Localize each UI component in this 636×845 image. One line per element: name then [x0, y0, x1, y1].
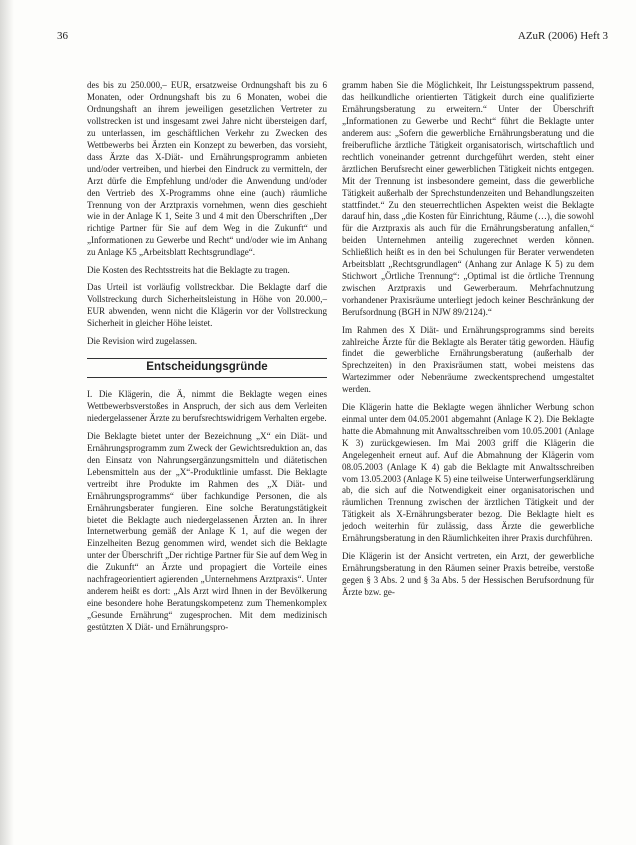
paragraph: Die Klägerin ist der Ansicht vertreten, ein Arzt, der gewerbliche Ernährungsberatung in den Räumen seiner Praxis betreibe, verstoße gegen § 3 Abs. 2 und § 3a Abs. 5 der Hessischen Berufsordnung für Ärzte bzw. ge-: [342, 550, 594, 597]
paragraph: Die Beklagte bietet unter der Bezeichnung „X“ ein Diät- und Ernährungsprogramm zum Zweck der Gewichtsreduktion an, das den Einsatz von Nahrungsergänzungsmitteln und diätetischen Lebensmitteln aus der „X“-Produktlinie umfasst. Die Beklagte vertreibt ihre Produkte im Rahmen des „X Diät- und Ernährungsprogramms“ über fachkundige Personen, die als Ernährungsberater fungieren. Eine solche Beratungstätigkeit bietet die Beklagte auch niedergelassenen Ärzten an. In ihrer Internetwerbung gemäß der Anlage K 1, auf die wegen der Einzelheiten Bezug genommen wird, wendet sich die Beklagte unter der Überschrift „Der richtige Partner für Sie auf dem Weg in die Zukunft“ an Ärzte und propagiert die Vorteile eines nachfrageorientiert agierenden „Unternehmens Arztpraxis“. Unter anderem heißt es dort: „Als Arzt wird Ihnen in der Bevölkerung eine besondere hohe Beratungskompetenz zum Themenkomplex „Gesunde Ernährung“ zugesprochen. Mit dem medizinisch gestützten X Diät- und Ernährungspro-: [87, 430, 328, 633]
page-header: [57, 30, 608, 46]
page-number: 36: [57, 30, 68, 42]
paragraph: Im Rahmen des X Diät- und Ernährungsprogramms sind bereits zahlreiche Ärzte für die Beklagte als Berater tätig geworden. Häufig findet die gewerbliche Ernährungsberatung (außerhalb der Sprechzeiten) in den Praxisräumen statt, wobei meistens das Wartezimmer oder Nebenräume zweckentsprechend umgestaltet werden.: [342, 324, 594, 395]
left-column: [87, 80, 327, 640]
paragraph: Die Kosten des Rechtsstreits hat die Beklagte zu tragen.: [87, 264, 290, 275]
paragraph: Die Revision wird zugelassen.: [87, 335, 198, 346]
paragraph: Die Klägerin hatte die Beklagte wegen ähnlicher Werbung schon einmal unter dem 04.05.2001 abgemahnt (Anlage K 2). Die Beklagte hatte die Abmahnung mit Anwaltsschreiben vom 10.05.2001 (Anlage K 3) zurückgewiesen. Im Mai 2003 griff die Klägerin die Angelegenheit erneut auf. Auf die Abmahnung der Klägerin vom 08.05.2003 (Anlage K 4) gab die Beklagte mit Anwaltsschreiben vom 13.05.2003 (Anlage K 5) eine teilweise Unterwerfungserklärung ab, die sich auf die Notwendigkeit einer organisatorischen und räumlichen Trennung zwischen der ärztlichen Tätigkeit und der Tätigkeit als X-Ernährungsberater bezog. Die Beklagte hielt es jedoch weiterhin für zulässig, dass Ärzte die gewerbliche Ernährungsberatung in den Räumlichkeiten ihrer Praxis durchführen.: [342, 401, 594, 544]
section-heading: Entscheidungsgründe: [87, 358, 327, 379]
paragraph: des bis zu 250.000,– EUR, ersatzweise Ordnungshaft bis zu 6 Monaten, oder Ordnungshaft bis zu 6 Monaten, wobei die Ordnungshaft an ihrem jeweiligen gesetzlichen Vertreter zu vollstrecken ist und insgesamt zwei Jahre nicht übersteigen darf, zu unterlassen, im geschäftlichen Verkehr zu Zwecken des Wettbewerbs bei Ärzten ein Konzept zu bewerben, das vorsieht, dass Ärzte das X-Diät- und Ernährungsprogramm anbieten und/oder vertreiben, und hierbei den Eindruck zu vermitteln, der Arzt dürfe die Empfehlung und/oder die Anwendung und/oder den Vertrieb des X-Programms ohne eine (auch) räumliche Trennung von der Arztpraxis vornehmen, wenn dies geschieht wie in der Anlage K 1, Seite 3 und 4 mit den Überschriften „Der richtige Partner für Sie auf dem Weg in die Zukunft“ und „Informationen zu Gewerbe und Recht“ und/oder wie im Anhang zu Anlage K5 „Arbeitsblatt Rechtsgrundlage“.: [87, 80, 327, 258]
paragraph: gramm haben Sie die Möglichkeit, Ihr Leistungsspektrum passend, das heilkundliche orientierten Tätigkeit durch eine qualifizierte Ernährungsberatung zu erweitern.“ Unter der Überschrift „Informationen zu Gewerbe und Recht“ führt die Beklagte unter anderem aus: „Sofern die gewerbliche Ernährungsberatung und die freiberufliche ärztliche Tätigkeit organisatorisch, wirtschaftlich und rechtlich voneinander getrennt durchgeführt werden, steht einer ärztlichen Berufsrecht einer gewerblichen Tätigkeit nichts entgegen. Mit der Trennung ist insbesondere gemeint, dass die gewerbliche Tätigkeit außerhalb der Sprechstundenzeiten und Behandlungszeiten stattfindet.“ Zu den steuerrechtlichen Aspekten weist die Beklagte darauf hin, dass „die Kosten für Einrichtung, Räume (…), die sowohl für die Arztpraxis als auch für die Ernährungsberatung anfallen,“ beiden Unternehmen anteilig zugerechnet werden können. Schließlich heißt es in den bei Schulungen für Berater verwendeten Arbeitsblatt „Rechtsgrundlagen“ (Anhang zur Anlage K 5) zu dem Stichwort „Örtliche Trennung“: „Optimal ist die örtliche Trennung zwischen Arztpraxis und Gewerberaum. Mehrfachnutzung vorhandener Praxisräume unterliegt jedoch keiner Beschränkung der Berufsordnung (BGH in NJW 89/2124).“: [342, 80, 594, 318]
journal-reference: AZuR (2006) Heft 3: [517, 30, 608, 42]
paragraph: I. Die Klägerin, die Ä, nimmt die Beklagte wegen eines Wettbewerbsverstoßes in Anspruch, der sich aus dem Verleiten niedergelassener Ärzte zu berufsrechtswidrigem Verhalten ergebe.: [87, 389, 327, 424]
paragraph: Das Urteil ist vorläufig vollstreckbar. Die Beklagte darf die Vollstreckung durch Sicherheitsleistung in Höhe von 20.000,– EUR abwenden, wenn nicht die Klägerin vor der Vollstreckung Sicherheit in gleicher Höhe leistet.: [87, 282, 327, 329]
right-column: [342, 80, 594, 604]
